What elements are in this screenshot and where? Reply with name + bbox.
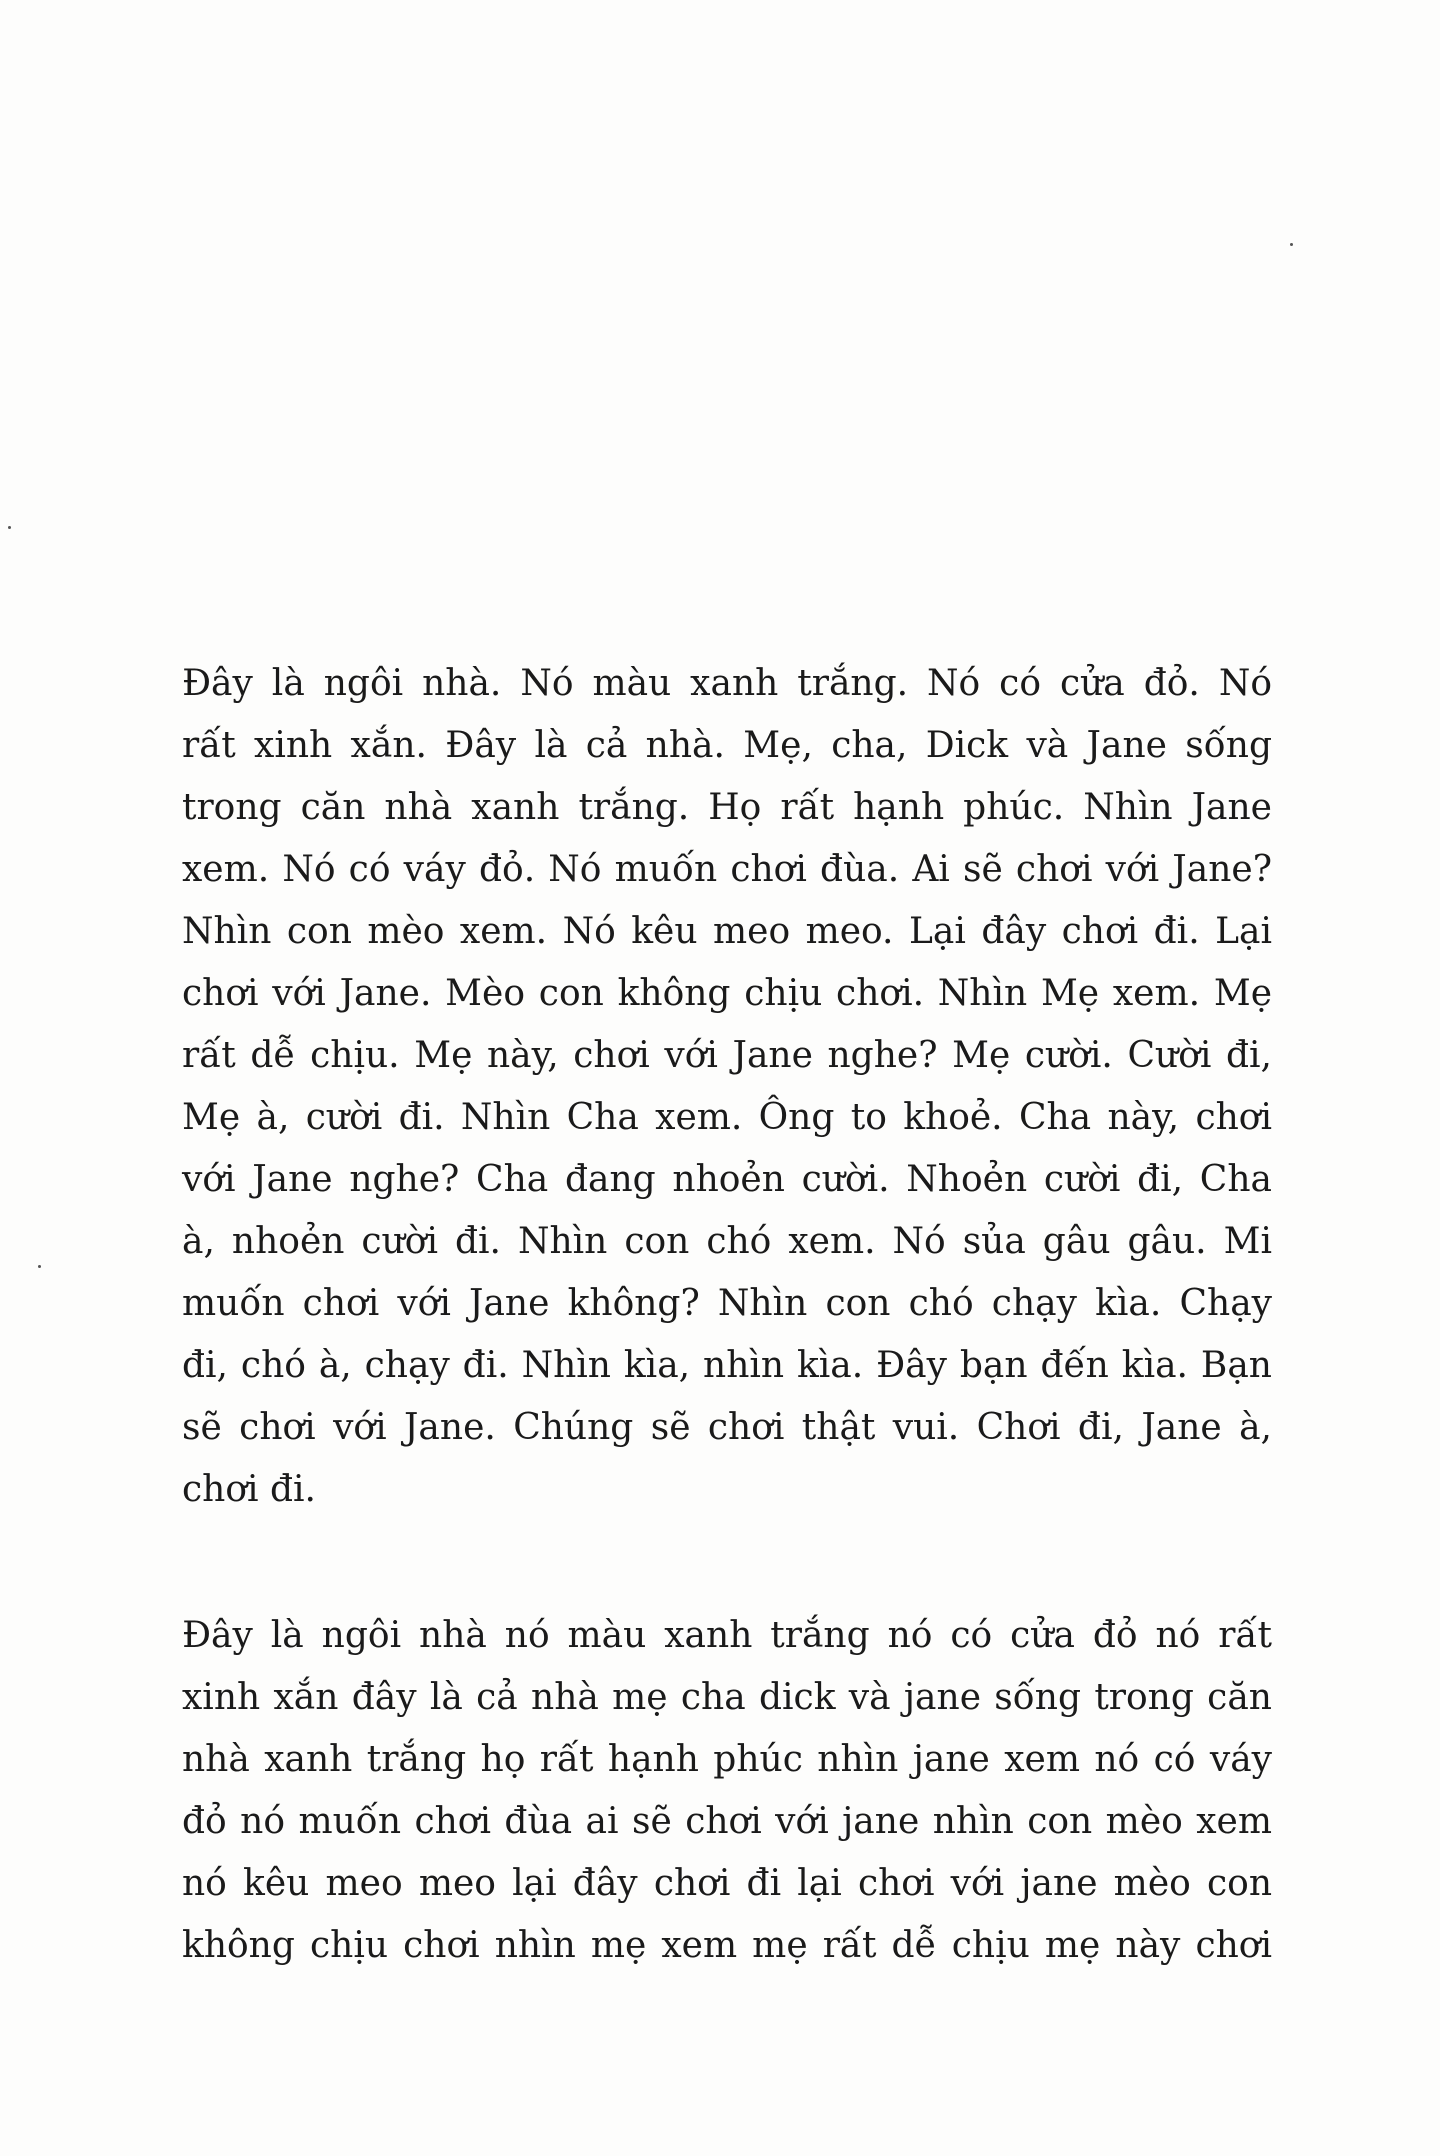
- paragraph-line: đi, chó à, chạy đi. Nhìn kìa, nhìn kìa. Đây bạn đến kìa. Bạn: [182, 1345, 1272, 1386]
- paragraph-line: muốn chơi với Jane không? Nhìn con chó chạy kìa. Chạy: [182, 1283, 1272, 1324]
- paragraph-1: [182, 653, 1272, 1521]
- scan-speck: [38, 1265, 41, 1268]
- paragraph-line: sẽ chơi với Jane. Chúng sẽ chơi thật vui. Chơi đi, Jane à,: [182, 1407, 1272, 1448]
- paragraph-line: trong căn nhà xanh trắng. Họ rất hạnh phúc. Nhìn Jane: [182, 787, 1272, 828]
- paragraph-line: Đây là ngôi nhà nó màu xanh trắng nó có cửa đỏ nó rất: [182, 1615, 1272, 1656]
- paragraph-line: rất xinh xắn. Đây là cả nhà. Mẹ, cha, Dick và Jane sống: [182, 725, 1272, 766]
- paragraph-line: xem. Nó có váy đỏ. Nó muốn chơi đùa. Ai sẽ chơi với Jane?: [182, 849, 1272, 890]
- scan-speck: [1290, 243, 1293, 246]
- paragraph-line: Nhìn con mèo xem. Nó kêu meo meo. Lại đây chơi đi. Lại: [182, 911, 1272, 952]
- paragraph-line: chơi với Jane. Mèo con không chịu chơi. Nhìn Mẹ xem. Mẹ: [182, 973, 1272, 1014]
- paragraph-line: xinh xắn đây là cả nhà mẹ cha dick và jane sống trong căn: [182, 1677, 1272, 1718]
- paragraph-line: nhà xanh trắng họ rất hạnh phúc nhìn jane xem nó có váy: [182, 1739, 1272, 1780]
- paragraph-line: à, nhoẻn cười đi. Nhìn con chó xem. Nó sủa gâu gâu. Mi: [182, 1221, 1272, 1262]
- paragraph-line: Mẹ à, cười đi. Nhìn Cha xem. Ông to khoẻ. Cha này, chơi: [182, 1097, 1272, 1138]
- paragraph-line: Đây là ngôi nhà. Nó màu xanh trắng. Nó có cửa đỏ. Nó: [182, 663, 1272, 704]
- paragraph-2: [182, 1605, 1272, 1977]
- paragraph-line: rất dễ chịu. Mẹ này, chơi với Jane nghe? Mẹ cười. Cười đi,: [182, 1035, 1272, 1076]
- scan-speck: [8, 526, 11, 529]
- paragraph-line: nó kêu meo meo lại đây chơi đi lại chơi với jane mèo con: [182, 1863, 1272, 1904]
- paragraph-line: với Jane nghe? Cha đang nhoẻn cười. Nhoẻn cười đi, Cha: [182, 1159, 1272, 1200]
- paragraph-line: đỏ nó muốn chơi đùa ai sẽ chơi với jane nhìn con mèo xem: [182, 1801, 1272, 1842]
- paragraph-line-last: chơi đi.: [182, 1469, 316, 1510]
- paragraph-line: không chịu chơi nhìn mẹ xem mẹ rất dễ chịu mẹ này chơi: [182, 1925, 1272, 1966]
